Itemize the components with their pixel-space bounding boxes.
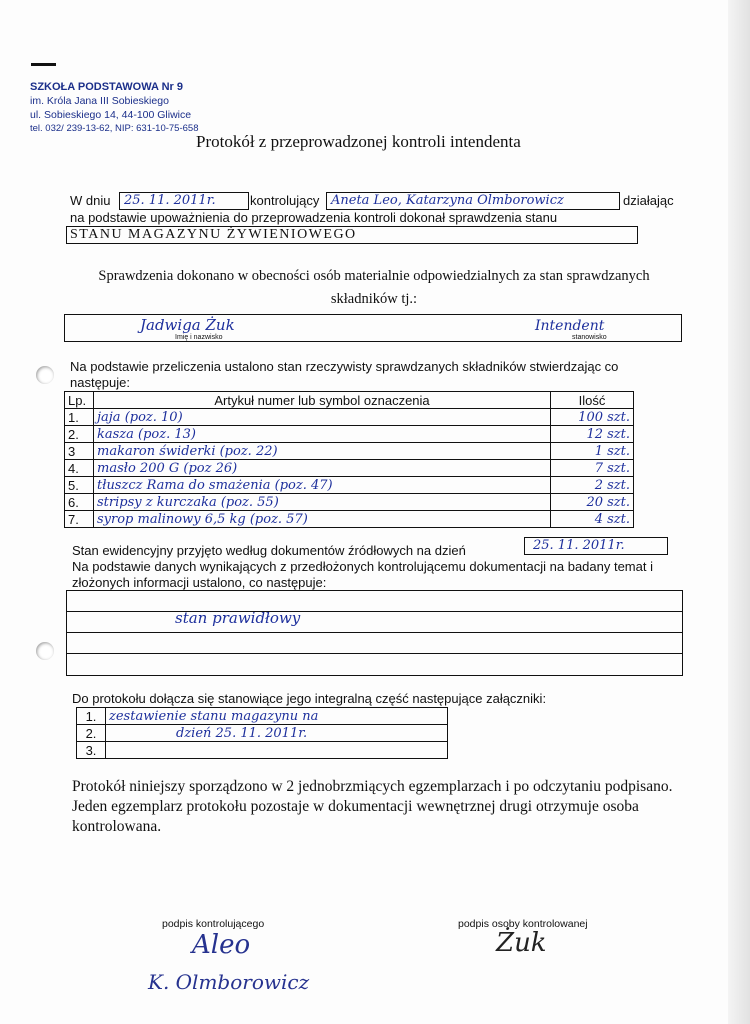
findings-line	[67, 653, 682, 654]
presence-text: Sprawdzenia dokonano w obecności osób materialnie odpowiedzialnych za stan sprawdzanych składników tj.:	[98, 268, 650, 307]
header-article: Artykuł numer lub symbol oznaczenia	[94, 392, 551, 409]
page-edge-shadow	[728, 0, 750, 1024]
att-value[interactable]: dzień 25. 11. 2011r.	[106, 725, 448, 742]
punch-hole-bottom	[36, 642, 54, 660]
row-lp: 1.	[65, 409, 94, 426]
evidence-text: Stan ewidencyjny przyjęto według dokumentów źródłowych na dzień	[72, 543, 466, 558]
table-row	[77, 725, 448, 742]
table-row	[65, 494, 634, 511]
row-lp: 6.	[65, 494, 94, 511]
row-lp: 4.	[65, 460, 94, 477]
school-contact: tel. 032/ 239-13-62, NIP: 631-10-75-658	[30, 123, 199, 134]
kontrolujacy-label: kontrolujący	[250, 193, 320, 208]
table-row	[65, 477, 634, 494]
row-lp: 2.	[65, 426, 94, 443]
scope-field[interactable]: STANU MAGAZYNU ŻYWIENIOWEGO	[66, 226, 638, 244]
row-lp: 5.	[65, 477, 94, 494]
att-value[interactable]	[106, 742, 448, 759]
table-row	[77, 742, 448, 759]
table-row	[77, 708, 448, 725]
school-address: ul. Sobieskiego 14, 44-100 Gliwice	[30, 109, 192, 121]
att-lp: 2.	[77, 725, 106, 742]
findings-line	[67, 632, 682, 633]
table-row	[65, 511, 634, 528]
closing-text: Protokół niniejszy sporządzono w 2 jednobrzmiących egzemplarzach i po odczytaniu podpisano. Jeden egzemplarz protokołu pozostaje w dokumentacji wewnętrznej drugi otrzymuje osoba kontrolowana.	[72, 778, 673, 835]
w-dniu-label: W dniu	[70, 193, 111, 208]
att-lp: 1.	[77, 708, 106, 725]
authorization-text: na podstawie upoważnienia do przeprowadzenia kontroli dokonał sprawdzenia stanu	[70, 210, 558, 225]
row-qty[interactable]: 7 szt.	[551, 460, 634, 477]
row-article[interactable]: masło 200 G (poz 26)	[94, 460, 551, 477]
document-title: Protokół z przeprowadzonej kontroli intendenta	[196, 132, 521, 151]
row-qty[interactable]: 12 szt.	[551, 426, 634, 443]
inspector-signature-2: K. Olmborowicz	[148, 970, 310, 994]
row-qty[interactable]: 1 szt.	[551, 443, 634, 460]
table-row	[65, 443, 634, 460]
row-lp: 3	[65, 443, 94, 460]
att-value[interactable]: zestawienie stanu magazynu na	[106, 708, 448, 725]
table-row	[65, 460, 634, 477]
punch-hole-top	[36, 366, 54, 384]
findings-line	[67, 611, 682, 612]
school-patron: im. Króla Jana III Sobieskiego	[30, 95, 169, 107]
responsible-person-position: Intendent	[535, 318, 605, 334]
row-article[interactable]: tłuszcz Rama do smażenia (poz. 47)	[94, 477, 551, 494]
finding-text: stan prawidłowy	[175, 609, 301, 627]
table-row	[65, 409, 634, 426]
table-row	[65, 426, 634, 443]
row-lp: 7.	[65, 511, 94, 528]
row-qty[interactable]: 100 szt.	[551, 409, 634, 426]
row-article[interactable]: jaja (poz. 10)	[94, 409, 551, 426]
att-lp: 3.	[77, 742, 106, 759]
count-intro-text: Na podstawie przeliczenia ustalono stan rzeczywisty sprawdzanych składników stwierdzając co następuje:	[70, 359, 619, 390]
control-date-field[interactable]: 25. 11. 2011r.	[119, 192, 249, 210]
findings-box[interactable]	[66, 590, 683, 676]
row-qty[interactable]: 2 szt.	[551, 477, 634, 494]
documents-text: Na podstawie danych wynikających z przedłożonych kontrolującemu dokumentacji na badany temat i złożonych informacji ustalono, co następuje:	[72, 559, 653, 590]
dzialajac-label: działając	[623, 193, 674, 208]
evidence-date-field[interactable]: 25. 11. 2011r.	[524, 537, 668, 555]
inspector-name-field[interactable]: Aneta Leo, Katarzyna Olmborowicz	[326, 192, 620, 210]
school-header	[30, 80, 198, 136]
attachments-text: Do protokołu dołącza się stanowiące jego integralną część następujące załączniki:	[72, 691, 547, 706]
inspector-signature-1: Aleo	[192, 930, 251, 960]
row-article[interactable]: stripsy z kurczaka (poz. 55)	[94, 494, 551, 511]
row-qty[interactable]: 4 szt.	[551, 511, 634, 528]
responsible-person-name: Jadwiga Żuk	[140, 316, 235, 334]
row-article[interactable]: kasza (poz. 13)	[94, 426, 551, 443]
header-lp: Lp.	[65, 392, 94, 409]
corner-dash-mark	[31, 63, 56, 66]
row-article[interactable]: makaron świderki (poz. 22)	[94, 443, 551, 460]
position-caption: stanowisko	[572, 334, 607, 341]
school-name: SZKOŁA PODSTAWOWA Nr 9	[30, 81, 183, 93]
inspector-signature-label: podpis kontrolującego	[162, 918, 265, 930]
attachments-table	[76, 707, 448, 759]
row-article[interactable]: syrop malinowy 6,5 kg (poz. 57)	[94, 511, 551, 528]
controlled-signature-label: podpis osoby kontrolowanej	[458, 918, 588, 930]
name-caption: Imię i nazwisko	[175, 334, 223, 341]
items-table	[64, 391, 634, 528]
controlled-signature: Żuk	[496, 928, 547, 958]
header-qty: Ilość	[551, 392, 634, 409]
items-header-row	[65, 392, 634, 409]
row-qty[interactable]: 20 szt.	[551, 494, 634, 511]
